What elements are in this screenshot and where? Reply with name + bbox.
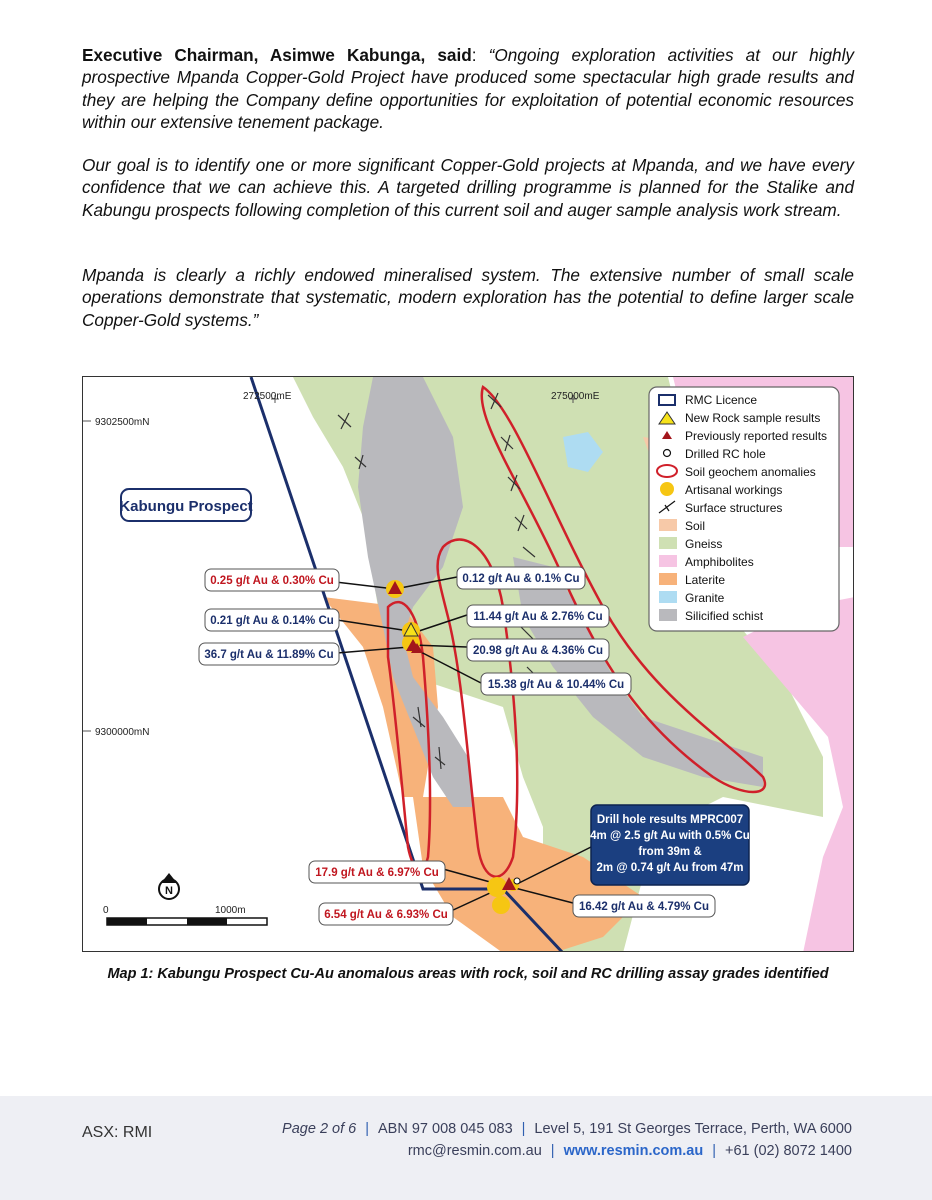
legend-label-10: Laterite [685,573,726,587]
speaker-name: Executive Chairman, Asimwe Kabunga, said [82,45,472,65]
legend-label-9: Amphibolites [685,555,754,569]
map-canvas [83,377,854,952]
legend-label-4: Soil geochem anomalies [685,465,816,479]
quote-text-1: “Ongoing exploration activities at our highly prospective Mpanda Copper-Gold Project have produced some spectacular high grade results and they are helping the Company define opportunities for exploitation of potential economic resources within our extensive tenement package. [82,45,854,133]
footer-separator: | [521,1121,526,1137]
svg-text:16.42 g/t Au & 4.79% Cu: 16.42 g/t Au & 4.79% Cu [579,901,709,913]
footer-line-2 [408,1143,852,1159]
footer-separator: | [712,1143,717,1159]
legend-label-7: Soil [685,519,706,533]
label-b3 [573,895,715,917]
map-title-box [119,489,252,521]
quote-text-3: Mpanda is clearly a richly endowed mineralised system. The extensive number of small scale operations demonstrate that systematic, modern exploration has the potential to define larger scale Copper-Gold systems.” [82,265,854,330]
label-l1 [205,569,339,591]
map-title: Kabungu Prospect [119,498,253,515]
page-number: Page 2 of 6 [282,1121,357,1137]
svg-text:0.25 g/t Au & 0.30% Cu: 0.25 g/t Au & 0.30% Cu [210,575,334,587]
legend-schist-swatch [659,609,677,621]
scale-end: 1000m [215,905,246,916]
scale-start: 0 [103,905,109,916]
legend-label-5: Artisanal workings [685,483,783,497]
legend-gneiss-swatch [659,537,677,549]
svg-text:N: N [165,885,173,897]
kabungu-map [82,376,854,952]
page-footer [0,1096,932,1200]
svg-text:6.54 g/t Au & 6.93% Cu: 6.54 g/t Au & 6.93% Cu [324,909,448,921]
drill-line-2: 4m @ 2.5 g/t Au with 0.5% Cu [590,830,750,842]
label-l3 [199,643,339,665]
label-r4 [481,673,631,695]
drill-line-3: from 39m & [638,846,702,858]
svg-text:20.98 g/t Au & 4.36% Cu: 20.98 g/t Au & 4.36% Cu [473,645,603,657]
svg-text:17.9 g/t Au & 6.97% Cu: 17.9 g/t Au & 6.97% Cu [315,867,439,879]
label-r1 [457,567,585,589]
legend-artisanal-icon [660,482,674,496]
map-legend [649,387,839,631]
quote-paragraph-3 [82,264,854,331]
quote-text-2: Our goal is to identify one or more significant Copper-Gold projects at Mpanda, and we have every confidence that we can achieve this. A targeted drilling programme is planned for the Stalike and Kabungu prospects following completion of this current soil and auger sample analysis work stream. [82,155,854,220]
legend-label-11: Granite [685,591,725,605]
svg-text:15.38 g/t Au & 10.44% Cu: 15.38 g/t Au & 10.44% Cu [487,679,625,691]
drill-line-4: 2m @ 0.74 g/t Au from 47m [596,862,744,874]
easting-label-1: 272500mE [243,391,292,402]
phone-number: +61 (02) 8072 1400 [725,1143,852,1159]
footer-separator: | [550,1143,555,1159]
map-caption: Map 1: Kabungu Prospect Cu-Au anomalous areas with rock, soil and RC drilling assay grades identified [107,966,829,982]
svg-text:0.21 g/t Au & 0.14% Cu: 0.21 g/t Au & 0.14% Cu [210,615,334,627]
abn: ABN 97 008 045 083 [378,1121,513,1137]
label-b1 [309,861,445,883]
footer-line-1 [282,1121,852,1137]
legend-label-2: Previously reported results [685,429,828,443]
legend-rc-hole-icon [664,450,671,457]
legend-label-1: New Rock sample results [685,411,821,425]
website-link[interactable]: www.resmin.com.au [563,1143,704,1159]
legend-label-0: RMC Licence [685,393,758,407]
email-link[interactable]: rmc@resmin.com.au [407,1143,542,1159]
asx-code: ASX: RMI [82,1124,153,1141]
legend-soil-swatch [659,519,677,531]
easting-label-2: 275000mE [551,391,600,402]
label-r2 [467,605,609,627]
label-r3 [467,639,609,661]
northing-label-2: 9300000mN [95,727,150,738]
legend-label-8: Gneiss [685,537,723,551]
quote-paragraph-1: Executive Chairman, Asimwe Kabunga, said: “Ongoing exploration activities at our highly prospective Mpanda Copper-Gold Project have produced some spectacular high grade results and they are helping the Company define opportunities for exploitation of potential economic resources within our extensive tenement package. [82,45,854,133]
legend-granite-swatch [659,591,677,603]
drill-results-box [590,805,750,885]
address: Level 5, 191 St Georges Terrace, Perth, WA 6000 [534,1121,852,1137]
legend-label-6: Surface structures [685,501,783,515]
northing-label-1: 9302500mN [95,417,150,428]
label-b2 [319,903,453,925]
svg-text:0.12 g/t Au & 0.1% Cu: 0.12 g/t Au & 0.1% Cu [462,573,580,585]
legend-label-3: Drilled RC hole [685,447,766,461]
quote-paragraph-2 [82,154,854,221]
svg-text:36.7 g/t Au & 11.89% Cu: 36.7 g/t Au & 11.89% Cu [204,649,334,661]
legend-label-12: Silicified schist [685,609,764,623]
footer-separator: | [365,1121,369,1137]
drill-line-1: Drill hole results MPRC007 [596,814,744,826]
legend-amphibolites-swatch [659,555,677,567]
label-l2 [205,609,339,631]
svg-text:11.44 g/t Au & 2.76% Cu: 11.44 g/t Au & 2.76% Cu [473,611,603,623]
legend-laterite-swatch [659,573,677,585]
